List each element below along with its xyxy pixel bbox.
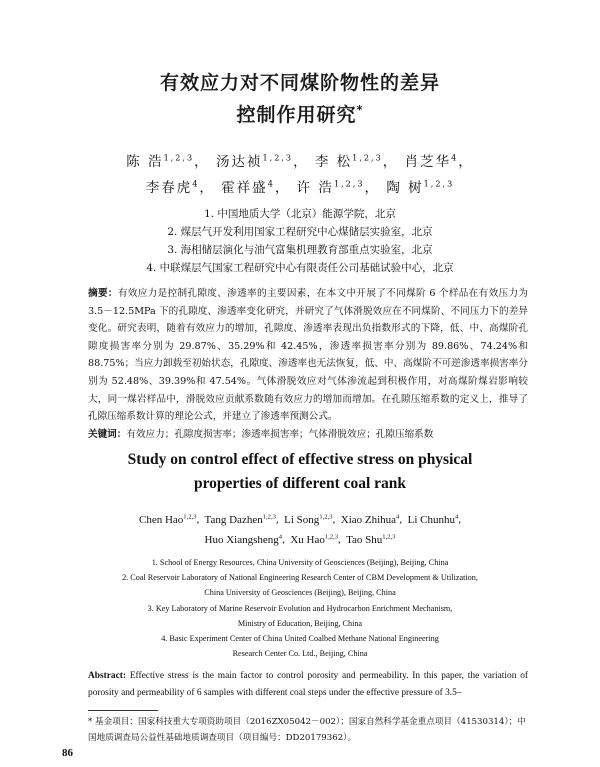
page-number: 86 bbox=[62, 747, 73, 759]
keywords-cn-label: 关键词： bbox=[88, 428, 127, 440]
title-cn-line1: 有效应力对不同煤阶物性的差异 bbox=[159, 72, 440, 94]
author-cn: 李春虎$^4$ bbox=[145, 178, 200, 196]
title-cn-footnote-mark: * bbox=[356, 102, 364, 117]
footnote bbox=[88, 714, 528, 746]
authors-cn-line2: 李春虎$^4$， 霍祥盛$^4$， 许 浩$^{1,2,3}$， 陶 树$^{1,2,3}$ bbox=[145, 178, 455, 196]
abstract-en-label: Abstract: bbox=[88, 671, 127, 681]
author-cn: 李 松$^{1,2,3}$ bbox=[314, 152, 383, 170]
author-en: Xu Hao$^{1,2,3}$ bbox=[290, 533, 339, 546]
author-cn: 陈 浩$^{1,2,3}$ bbox=[126, 152, 195, 170]
title-cn-line2-text: 控制作用研究 bbox=[236, 104, 357, 126]
abstract-cn-body bbox=[88, 285, 528, 426]
title-en-line1: Study on control effect of effective stress on physical bbox=[127, 451, 473, 468]
authors-en-line2: Huo Xiangsheng$^4$, Xu Hao$^{1,2,3}$, Tao Shu$^{1,2,3}$ bbox=[204, 533, 396, 546]
affiliations-en bbox=[60, 555, 540, 661]
author-en: Li Song$^{1,2,3}$ bbox=[284, 513, 333, 526]
abstract-en-text: Effective stress is the main factor to control porosity and permeability. In this paper, the variation of porosity and permeability of 6 samples with different coal steps under the effective pressure of 3.5– bbox=[88, 671, 528, 698]
authors-en-line1: Chen Hao$^{1,2,3}$, Tang Dazhen$^{1,2,3}$, Li Song$^{1,2,3}$, Xiao Zhihua$^4$, Li Chunhu$^4$, bbox=[138, 513, 462, 526]
author-en: Huo Xiangsheng$^4$ bbox=[204, 533, 283, 546]
keywords-cn bbox=[88, 426, 528, 444]
affiliation-cn-4: 4. 中联煤层气国家工程研究中心有限责任公司基础试验中心，北京 bbox=[146, 262, 454, 274]
affiliation-en-3-cont: Ministry of Education, Beijing, China bbox=[237, 618, 363, 628]
affiliation-cn-3: 3. 海相储层演化与油气富集机理教育部重点实验室，北京 bbox=[167, 244, 433, 256]
affiliation-en-2-cont: China University of Geosciences (Beijing), Beijing, China bbox=[204, 588, 396, 598]
affiliation-en-3: 3. Key Laboratory of Marine Reservoir Evolution and Hydrocarbon Enrichment Mechanism, bbox=[147, 603, 453, 613]
abstract-cn-text: 有效应力是控制孔隙度、渗透率的主要因素，在本文中开展了不同煤阶 6 个样品在有效压力为 3.5－12.5MPa 下的孔隙度、渗透率变化研究，并研究了气体滑脱效应在不同煤阶、不同压力下的差异变化。研究表明，随着有效应力的增加，孔隙度、渗透率表现出负指数形式的下降，低、中、高煤阶孔隙度损害率分别为 29.87%、35.29%和 42.45%，渗透率损害率分别为 89.86%、74.24%和 88.75%；当应力卸载至初始状态，孔隙度、渗透率也无法恢复，低、中、高煤阶不可逆渗透率损害率分别为 52.48%、39.39%和 47.54%。气体滑脱效应对气体渗流起到积极作用，对高煤阶煤岩影响较大，同一煤岩样品中，滑脱效应贡献系数随有效应力的增加而增加。在孔隙压缩系数的定义上，推导了孔隙压缩系数计算的理论公式，并建立了渗透率预测公式。 bbox=[88, 288, 529, 423]
author-en: Tao Shu$^{1,2,3}$ bbox=[346, 533, 396, 546]
author-en: Chen Hao$^{1,2,3}$ bbox=[138, 513, 197, 526]
author-cn: 许 浩$^{1,2,3}$ bbox=[296, 178, 365, 196]
affiliation-en-2: 2. Coal Reservoir Laboratory of National Engineering Research Center of CBM Development & Utilization, bbox=[122, 573, 478, 583]
author-en: Li Chunhu$^4$ bbox=[407, 513, 459, 526]
author-en: Xiao Zhihua$^4$ bbox=[340, 513, 400, 526]
author-cn: 汤达祯$^{1,2,3}$ bbox=[215, 152, 294, 170]
footnote-mark: * bbox=[88, 717, 93, 727]
affiliation-cn-1: 1. 中国地质大学（北京）能源学院，北京 bbox=[204, 208, 396, 220]
title-en-line2: properties of different coal rank bbox=[193, 475, 407, 492]
footnote-rule bbox=[88, 710, 158, 711]
footnote-text: 基金项目：国家科技重大专项资助项目（2016ZX05042－002）；国家自然科学基金重点项目（41530314）；中国地质调查局公益性基础地质调查项目（项目编号：DD20179362）。 bbox=[88, 717, 526, 743]
abstract-cn-label: 摘要： bbox=[88, 288, 118, 299]
author-cn: 霍祥盛$^4$ bbox=[221, 178, 275, 196]
title-cn-line2 bbox=[0, 100, 600, 127]
affiliation-en-4-cont: Research Center Co. Ltd., Beijing, China bbox=[232, 649, 368, 659]
authors-cn-line1: 陈 浩$^{1,2,3}$， 汤达祯$^{1,2,3}$， 李 松$^{1,2,3}$， 肖芝华$^4$， bbox=[126, 152, 474, 170]
abstract-cn bbox=[88, 285, 528, 443]
keywords-cn-text: 有效应力；孔隙度损害率；渗透率损害率；气体滑脱效应；孔隙压缩系数 bbox=[126, 428, 434, 440]
author-cn: 肖芝华$^4$ bbox=[404, 152, 459, 170]
affiliation-en-4: 4. Basic Experiment Center of China United Coalbed Methane National Engineering bbox=[161, 634, 439, 644]
author-en: Tang Dazhen$^{1,2,3}$ bbox=[204, 513, 276, 526]
affiliation-en-1: 1. School of Energy Resources, China University of Geosciences (Beijing), Beijing, China bbox=[151, 558, 449, 567]
author-cn: 陶 树$^{1,2,3}$ bbox=[386, 178, 455, 196]
abstract-en bbox=[88, 668, 528, 701]
affiliation-cn-2: 2. 煤层气开发利用国家工程研究中心煤储层实验室，北京 bbox=[167, 226, 433, 238]
